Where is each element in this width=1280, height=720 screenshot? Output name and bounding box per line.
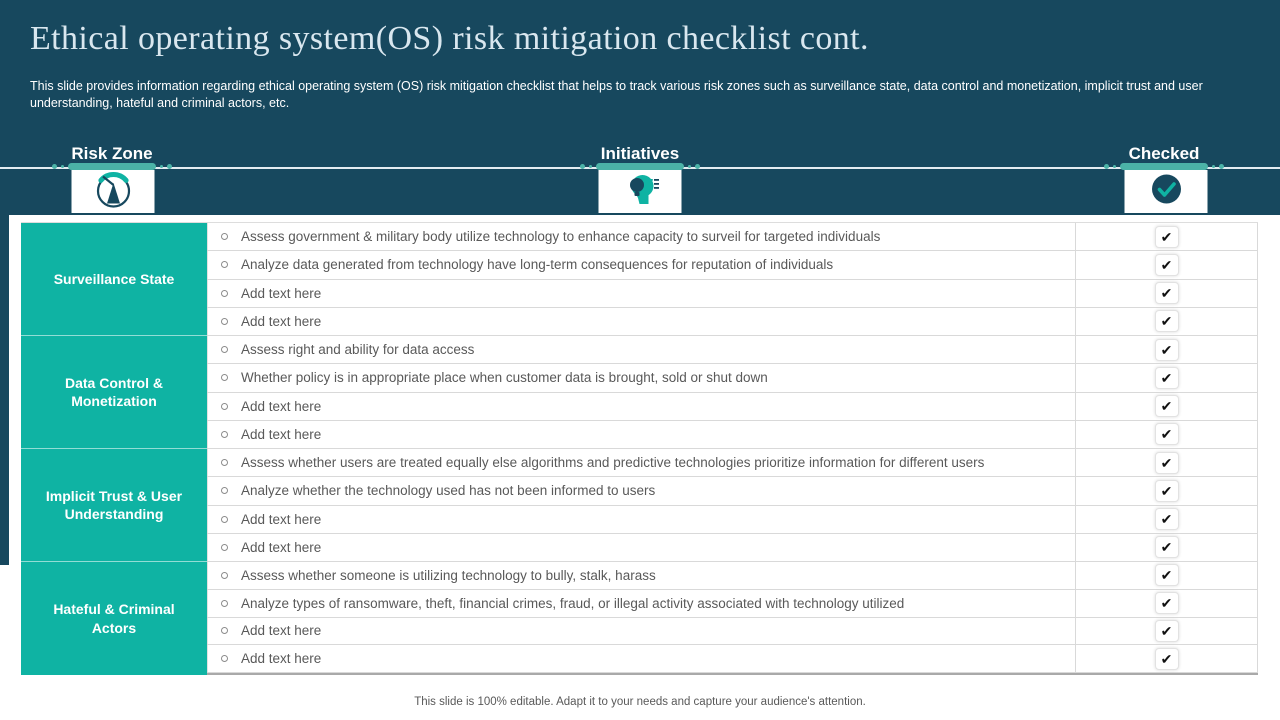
bullet-icon [221,572,228,579]
initiative-cell [207,308,1075,335]
bullet-icon [221,374,228,381]
checked-cell [1075,251,1258,278]
bullet-icon [221,627,228,634]
checked-icon-box [1125,170,1208,213]
bullet-icon [221,261,228,268]
check-circle-icon [1143,169,1189,214]
checked-cell [1075,364,1258,391]
bullet-icon [221,600,228,607]
checkbox[interactable]: ✔ [1155,395,1179,417]
checked-cell [1075,562,1258,589]
bullet-icon [221,655,228,662]
initiative-cell [207,534,1075,561]
table-group [21,223,1258,336]
initiative-cell [207,223,1075,250]
checkbox[interactable]: ✔ [1155,508,1179,530]
table-group [21,336,1258,449]
risk-zone-cell: Data Control & Monetization [21,336,207,449]
checkbox[interactable]: ✔ [1155,620,1179,642]
initiative-cell [207,449,1075,476]
bullet-icon [221,431,228,438]
checkbox[interactable]: ✔ [1155,282,1179,304]
checked-cell [1075,421,1258,448]
checked-cell [1075,393,1258,420]
slide-footer-note: This slide is 100% editable. Adapt it to your needs and capture your audience's attention. [414,696,866,708]
bullet-icon [221,318,228,325]
initiatives-icon-box [599,170,682,213]
initiative-cell [207,618,1075,645]
column-header-checked: Checked [1128,144,1200,163]
initiative-text: Add text here [241,426,322,442]
initiative-text: Add text here [241,313,322,329]
checkbox[interactable]: ✔ [1155,226,1179,248]
bullet-icon [221,459,228,466]
risk-zone-cell: Hateful & Criminal Actors [21,562,207,675]
table-row [207,393,1258,421]
initiative-text: Add text here [241,651,322,667]
table-row [207,308,1258,336]
initiative-text: Add text here [241,511,322,527]
checked-cell [1075,477,1258,504]
initiative-cell [207,280,1075,307]
initiative-text: Whether policy is in appropriate place when customer data is brought, sold or shut down [241,370,768,386]
initiative-cell [207,364,1075,391]
table-row [207,223,1258,251]
checkbox[interactable]: ✔ [1155,480,1179,502]
table-group [21,562,1258,675]
checkbox[interactable]: ✔ [1155,592,1179,614]
table-row [207,562,1258,590]
table-row [207,449,1258,477]
checkbox[interactable]: ✔ [1155,536,1179,558]
initiative-cell [207,645,1075,672]
checked-cell [1075,336,1258,363]
initiative-text: Assess government & military body utilize technology to enhance capacity to surveil for targeted individuals [241,229,881,245]
bullet-icon [221,403,228,410]
checkbox[interactable]: ✔ [1155,339,1179,361]
table-row [207,364,1258,392]
bullet-icon [221,544,228,551]
checked-cell [1075,618,1258,645]
table-row [207,534,1258,562]
slide-header-band [0,0,1280,215]
initiative-text: Assess whether someone is utilizing technology to bully, stalk, harass [241,567,656,583]
idea-head-icon [617,169,663,214]
table-row [207,590,1258,618]
initiative-rows [207,449,1258,562]
table-row [207,421,1258,449]
table-row [207,477,1258,505]
initiative-text: Assess right and ability for data access [241,342,475,358]
risk-zone-cell: Implicit Trust & User Understanding [21,449,207,562]
risk-zone-icon-box [72,170,155,213]
checked-cell [1075,449,1258,476]
initiative-cell [207,590,1075,617]
initiative-text: Analyze whether the technology used has not been informed to users [241,483,656,499]
initiative-text: Assess whether users are treated equally else algorithms and predictive technologies prioritize information for different users [241,455,985,471]
left-accent-bar [0,215,9,565]
checked-cell [1075,280,1258,307]
initiative-text: Add text here [241,398,322,414]
bullet-icon [221,516,228,523]
checkbox[interactable]: ✔ [1155,452,1179,474]
table-row [207,645,1258,673]
slide-subtitle: This slide provides information regarding ethical operating system (OS) risk mitigation checklist that helps to track various risk zones such as surveillance state, data control and monetization, implicit trust and user understanding, hateful and criminal actors, etc. [30,79,1203,110]
checked-cell [1075,308,1258,335]
initiative-cell [207,506,1075,533]
initiative-cell [207,251,1075,278]
initiative-text: Add text here [241,285,322,301]
initiative-text: Add text here [241,623,322,639]
risk-zone-cell: Surveillance State [21,223,207,336]
initiative-cell [207,336,1075,363]
checkbox[interactable]: ✔ [1155,564,1179,586]
checkbox[interactable]: ✔ [1155,310,1179,332]
initiative-text: Analyze types of ransomware, theft, financial crimes, fraud, or illegal activity associated with technology utilized [241,595,905,611]
initiative-rows [207,336,1258,449]
initiative-rows [207,223,1258,336]
table-row [207,280,1258,308]
bullet-icon [221,487,228,494]
table-row [207,506,1258,534]
column-header-risk-zone: Risk Zone [71,144,153,163]
checked-cell [1075,645,1258,672]
initiative-cell [207,477,1075,504]
column-header-initiatives: Initiatives [600,144,680,163]
page-title: Ethical operating system(OS) risk mitigation checklist cont. [30,20,869,57]
initiative-cell [207,562,1075,589]
checkbox[interactable]: ✔ [1155,367,1179,389]
table-group [21,449,1258,562]
checked-cell [1075,506,1258,533]
checkbox[interactable]: ✔ [1155,648,1179,670]
initiative-text: Analyze data generated from technology have long-term consequences for reputation of individuals [241,257,834,273]
table-row [207,336,1258,364]
risk-table-body [21,222,1258,675]
table-row [207,251,1258,279]
bullet-icon [221,346,228,353]
checkbox[interactable]: ✔ [1155,254,1179,276]
gauge-icon [90,169,136,214]
table-row [207,618,1258,646]
initiative-rows [207,562,1258,675]
initiative-text: Add text here [241,539,322,555]
bullet-icon [221,290,228,297]
bullet-icon [221,233,228,240]
checked-cell [1075,223,1258,250]
initiative-cell [207,393,1075,420]
initiative-cell [207,421,1075,448]
checked-cell [1075,534,1258,561]
checkbox[interactable]: ✔ [1155,423,1179,445]
checked-cell [1075,590,1258,617]
